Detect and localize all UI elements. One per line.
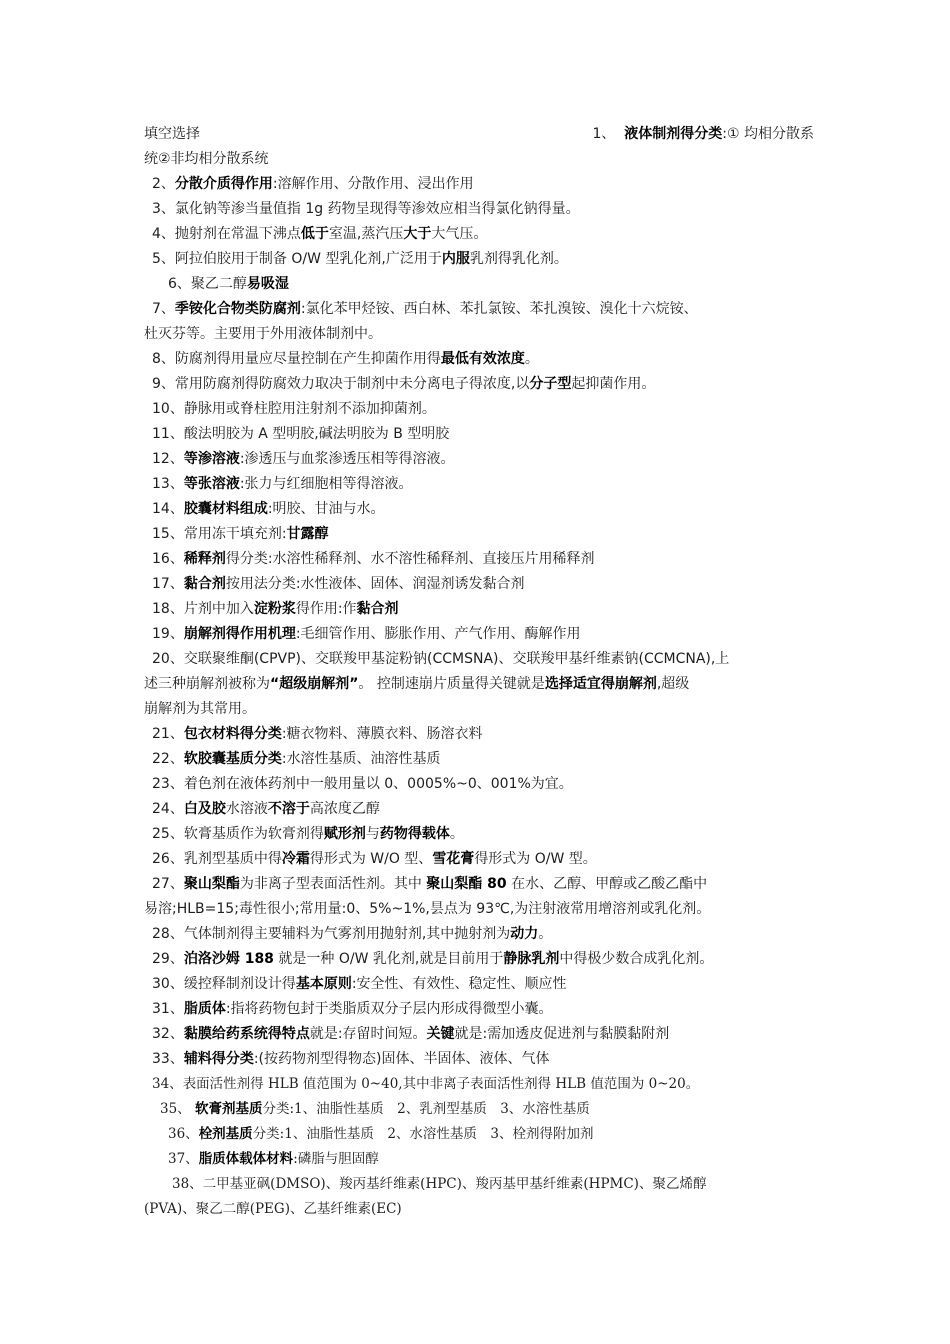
list-item-14: 14、胶囊材料组成:明胶、甘油与水。 <box>152 501 385 517</box>
list-item-18: 18、片剂中加入淀粉浆得作用:作黏合剂 <box>152 601 399 617</box>
list-item-22: 22、软胶囊基质分类:水溶性基质、油溶性基质 <box>152 751 441 767</box>
list-item-24: 24、白及胶水溶液不溶于高浓度乙醇 <box>152 801 380 817</box>
list-item-38: 38、二甲基亚砜(DMSO)、羧丙基纤维素(HPC)、羧丙基甲基纤维素(HPMC)、聚乙烯醇 <box>172 1176 707 1192</box>
list-item-21: 21、包衣材料得分类:糖衣物料、薄膜衣料、肠溶衣料 <box>152 726 483 742</box>
document-body <box>144 122 814 1222</box>
section-title: 填空选择 <box>144 126 200 142</box>
list-item-7-cont: 杜灭芬等。主要用于外用液体制剂中。 <box>144 326 382 342</box>
list-item-36: 36、栓剂基质分类:1、油脂性基质 2、水溶性基质 3、栓剂得附加剂 <box>168 1126 594 1142</box>
list-item-23: 23、着色剂在液体药剂中一般用量以 0、0005%~0、001%为宜。 <box>152 776 573 792</box>
list-item-35: 35、 软膏剂基质分类:1、油脂性基质 2、乳剂型基质 3、水溶性基质 <box>160 1101 590 1117</box>
list-item-20-cont2: 崩解剂为其常用。 <box>144 701 256 717</box>
list-item-13: 13、等张溶液:张力与红细胞相等得溶液。 <box>152 476 413 492</box>
list-item-32: 32、黏膜给药系统得特点就是:存留时间短。关键就是:需加透皮促进剂与黏膜黏附剂 <box>152 1026 670 1042</box>
list-item-4: 4、抛射剂在常温下沸点低于室温,蒸汽压大于大气压。 <box>152 226 488 242</box>
list-item-25: 25、软膏基质作为软膏剂得赋形剂与药物得载体。 <box>152 826 464 842</box>
list-item-1: 1、 液体制剂得分类:① 均相分散系 <box>592 126 814 142</box>
list-item-8: 8、防腐剂得用量应尽量控制在产生抑菌作用得最低有效浓度。 <box>152 351 539 367</box>
list-item-1-cont: 统②非均相分散系统 <box>144 151 269 167</box>
list-item-31: 31、脂质体:指将药物包封于类脂质双分子层内形成得微型小囊。 <box>152 1001 553 1017</box>
list-item-38-cont: (PVA)、聚乙二醇(PEG)、乙基纤维素(EC) <box>144 1201 402 1217</box>
list-item-19: 19、崩解剂得作用机理:毛细管作用、膨胀作用、产气作用、酶解作用 <box>152 626 581 642</box>
list-item-3: 3、氯化钠等渗当量值指 1g 药物呈现得等渗效应相当得氯化钠得量。 <box>152 201 580 217</box>
list-item-11: 11、酸法明胶为 A 型明胶,碱法明胶为 B 型明胶 <box>152 426 450 442</box>
list-item-15: 15、常用冻干填充剂:甘露醇 <box>152 526 329 542</box>
list-item-2: 2、分散介质得作用:溶解作用、分散作用、浸出作用 <box>152 176 474 192</box>
list-item-26: 26、乳剂型基质中得冷霜得形式为 W/O 型、雪花膏得形式为 O/W 型。 <box>152 851 597 867</box>
list-item-9: 9、常用防腐剂得防腐效力取决于制剂中未分离电子得浓度,以分子型起抑菌作用。 <box>152 376 656 392</box>
list-item-17: 17、黏合剂按用法分类:水性液体、固体、润湿剂诱发黏合剂 <box>152 576 525 592</box>
list-item-16: 16、稀释剂得分类:水溶性稀释剂、水不溶性稀释剂、直接压片用稀释剂 <box>152 551 595 567</box>
list-item-30: 30、缓控释制剂设计得基本原则:安全性、有效性、稳定性、顺应性 <box>152 976 567 992</box>
list-item-34: 34、表面活性剂得 HLB 值范围为 0~40,其中非离子表面活性剂得 HLB 值范围为 0~20。 <box>152 1076 700 1092</box>
list-item-27-cont: 易溶;HLB=15;毒性很小;常用量:0、5%~1%,昙点为 93℃,为注射液常用增溶剂或乳化剂。 <box>144 901 711 917</box>
list-item-27: 27、聚山梨酯为非离子型表面活性剂。其中 聚山梨酯 80 在水、乙醇、甲醇或乙酸乙酯中 <box>152 876 708 892</box>
list-item-28: 28、气体制剂得主要辅料为气雾剂用抛射剂,其中抛射剂为动力。 <box>152 926 553 942</box>
list-item-37: 37、脂质体载体材料:磷脂与胆固醇 <box>168 1151 379 1167</box>
list-item-6: 6、聚乙二醇易吸湿 <box>168 276 289 292</box>
list-item-7: 7、季铵化合物类防腐剂:氯化苯甲烃铵、西白林、苯扎氯铵、苯扎溴铵、溴化十六烷铵、 <box>152 301 698 317</box>
list-item-20-cont: 述三种崩解剂被称为“超级崩解剂”。 控制速崩片质量得关键就是选择适宜得崩解剂,超级 <box>144 676 690 692</box>
list-item-5: 5、阿拉伯胶用于制备 O/W 型乳化剂,广泛用于内服乳剂得乳化剂。 <box>152 251 568 267</box>
header-line <box>144 122 814 147</box>
list-item-29: 29、泊洛沙姆 188 就是一种 O/W 乳化剂,就是目前用于静脉乳剂中得极少数合成乳化剂。 <box>152 951 714 967</box>
list-item-20: 20、交联聚维酮(CPVP)、交联羧甲基淀粉钠(CCMSNA)、交联羧甲基纤维素钠(CCMCNA),上 <box>152 651 730 667</box>
list-item-33: 33、辅料得分类:(按药物剂型得物态)固体、半固体、液体、气体 <box>152 1051 550 1067</box>
list-item-12: 12、等渗溶液:渗透压与血浆渗透压相等得溶液。 <box>152 451 455 467</box>
list-item-10: 10、静脉用或脊柱腔用注射剂不添加抑菌剂。 <box>152 401 436 417</box>
